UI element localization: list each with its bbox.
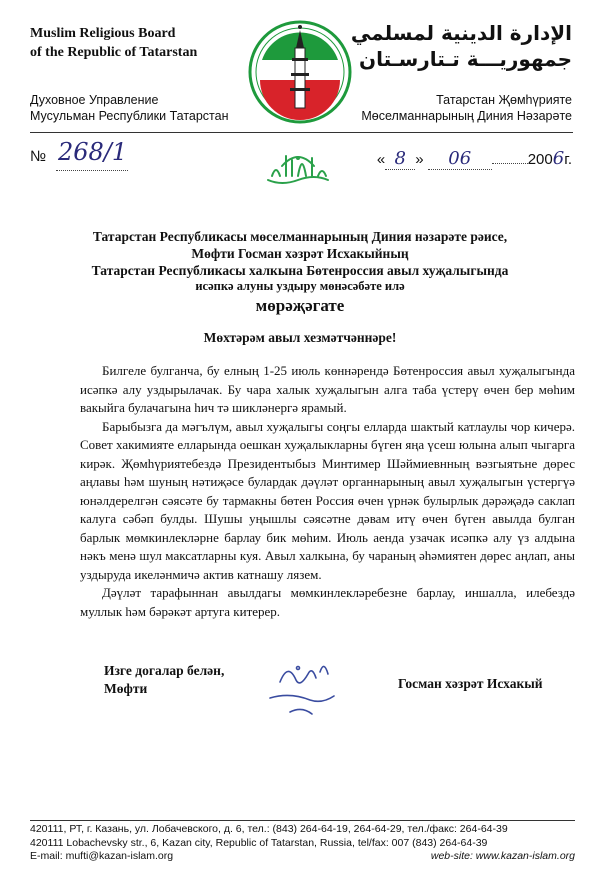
date-year-hand: 6 <box>552 148 565 169</box>
footer <box>30 823 575 864</box>
letterhead-tatar <box>361 92 572 124</box>
date-open-quote: « <box>376 151 386 168</box>
russian-title-line2: Мусульман Республики Татарстан <box>30 109 229 123</box>
signatory-name: Госман хәзрәт Исхакый <box>398 676 543 691</box>
body-paragraph-1: Билгеле булганча, бу елның 1-25 июль көннәрендә Бөтенроссия авыл хуҗалыгында исәпкә алу уздырылачак. Бу чара халык хуҗалыгын алга таба үстерү өчен бер мөһим вакыйга булачагына һич тә шикләнергә ярамый. <box>80 363 575 415</box>
document-number-label: № <box>30 148 47 165</box>
salutation: Мөхтәрәм авыл хезмәтчәннәре! <box>203 330 397 345</box>
footer-email[interactable]: E-mail: mufti@kazan-islam.org <box>30 850 174 862</box>
signoff-greeting: Изге догалар белән, <box>104 663 225 678</box>
date-year-prefix: 200 <box>527 151 553 168</box>
minaret-emblem-icon <box>246 18 354 126</box>
letterhead-russian <box>30 92 229 124</box>
tatar-title-line2: Мөселманнарының Диния Нәзарәте <box>361 109 572 123</box>
basmala-calligraphy-icon <box>262 146 334 188</box>
heading-line3: Татарстан Республикасы халкына Бөтенроссия авыл хуҗалыгында <box>91 263 509 278</box>
footer-en-address-text: 420111 Lobachevsky str., 6, Kazan city, Republic of Tatarstan, Russia, tel/fax: 007 (843) 264-64-39 <box>30 836 488 849</box>
letterhead-divider <box>30 132 573 133</box>
english-title-line1: Muslim Religious Board <box>30 26 176 41</box>
body-paragraph-3: Дәүләт тарафыннан авылдагы мөмкинлекләребезне барлау, иншалла, илебездә муллык һәм бәрәкәт артуга китерер. <box>80 585 575 619</box>
heading-line1: Татарстан Республикасы мөселманнарының Диния нәзарәте рәисе, <box>92 229 508 244</box>
tatar-title-line1: Татарстан Җөмһүрияте <box>436 93 572 107</box>
handwritten-signature-icon <box>250 652 350 724</box>
date-gap <box>492 163 528 164</box>
heading-line2: Мөфти Госман хәзрәт Исхакыйның <box>191 246 409 261</box>
footer-contacts <box>30 850 575 864</box>
russian-title-line1: Духовное Управление <box>30 93 159 107</box>
date-suffix: г. <box>564 151 572 168</box>
date-day-value: 8 <box>394 148 406 169</box>
date-day <box>385 148 415 170</box>
signoff-title: Мөфти <box>104 681 148 696</box>
document-number-value: 268/1 <box>58 138 128 166</box>
date-close-quote: » <box>415 151 424 168</box>
signoff-block <box>104 662 224 698</box>
appeal-title: мөрәҗәгате <box>255 296 345 315</box>
english-title-line2: of the Republic of Tatarstan <box>30 45 198 60</box>
arabic-title-line1: الإدارة الدينية لمسلمي <box>350 21 572 45</box>
document-date <box>377 148 572 170</box>
footer-website[interactable]: web-site: www.kazan-islam.org <box>430 850 575 862</box>
footer-en-address <box>30 837 575 851</box>
arabic-title-line2: جمهوريـــة تـتارسـتان <box>359 47 572 71</box>
footer-ru-address <box>30 823 575 837</box>
letter-body <box>80 362 575 621</box>
letterhead-arabic <box>351 20 572 72</box>
date-month-value: 06 <box>448 148 472 169</box>
document-number-underline <box>56 170 128 171</box>
footer-ru-address-text: 420111, РТ, г. Казань, ул. Лобачевского, д. 6, тел.: (843) 264-64-19, 264-64-29, тел./факс: 264-64-39 <box>30 823 508 835</box>
heading-line4: исәпкә алуны уздыру мөнәсәбәте илә <box>195 279 405 293</box>
letterhead-english <box>30 24 197 62</box>
date-month <box>428 148 492 170</box>
footer-divider <box>30 820 575 821</box>
body-paragraph-2: Барыбызга да мәгълүм, авыл хуҗалыгы соңгы елларда шактый катлаулы чор кичерә. Совет хакимияте елларында оешкан хуҗалыкларны бүген яңа үсеш юлына алып чыгарга кирәк. Җөмһүриятебездә Президентыбыз Минтимер Шәймиевнның вәзгыятьне дөрес аңлавы һәм шуның нәтиҗәсе булардак дәүләт органнарының авыл хуҗалыгын үстергүә юнәлдерелгән сәясәте бу тармакны бөтен Россия өчен үрнәк булырлык дәрәҗәдә саклап калуга сәбәп булды. Шушы уңышлы сәясәтне дәвам итү өчен бүген авылда булган барлык мөмкинлекләрне барлау бик мөһим. Июль аенда узачак исәпкә алу үз алдына нәкъ менә шул максатларны куя. Авыл халкына, бу чараның әһәмиятен дөрес аңлап, аны уздыруда икеләнмичә актив катнашу лязем. <box>80 418 575 582</box>
